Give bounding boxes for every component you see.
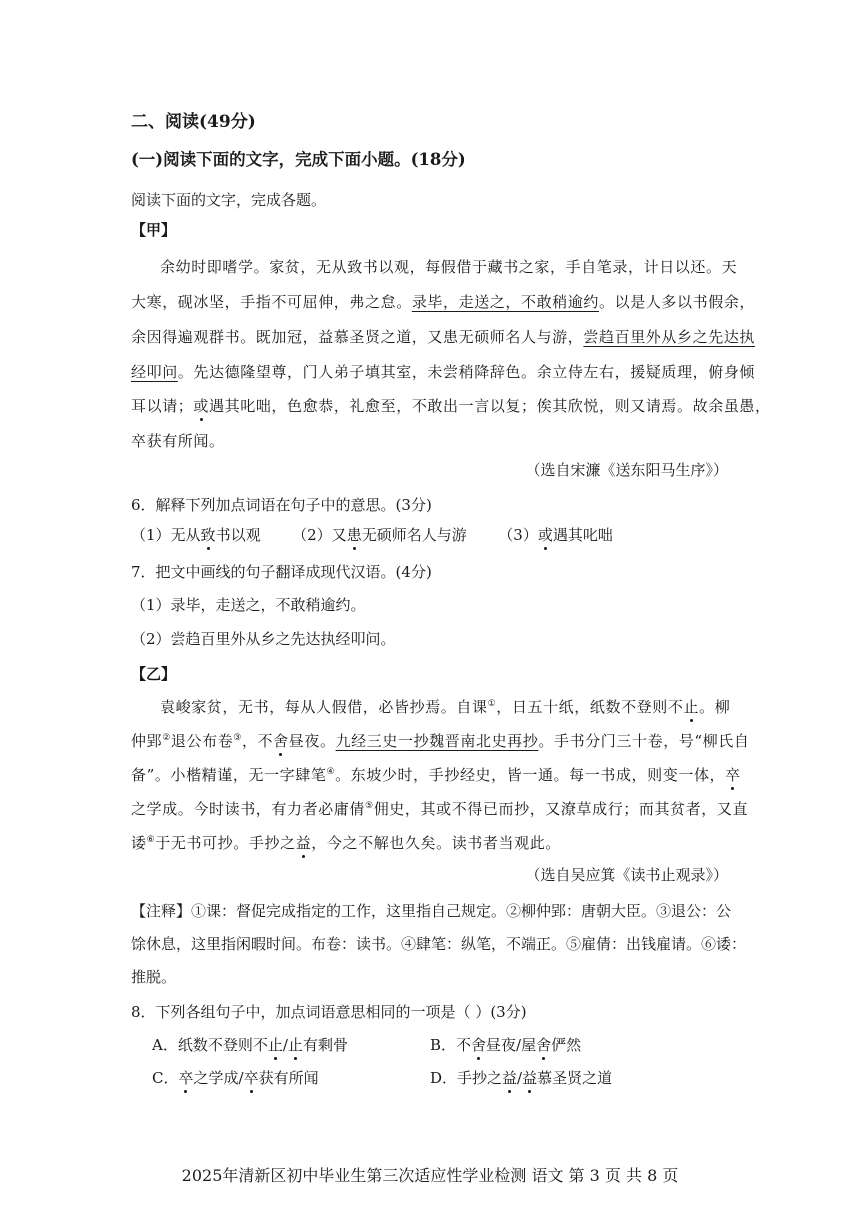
- underlined-sentence: 尝趋百里外从乡之先达执: [583, 328, 756, 346]
- dotted-word: 卒: [725, 766, 741, 784]
- dotted-word: 止: [267, 1036, 283, 1054]
- notes-line: 推脱。: [131, 968, 177, 986]
- dotted-word: 止: [287, 1036, 303, 1054]
- dotted-word: 卒: [178, 1069, 194, 1087]
- question-7-stem: 7．把文中画线的句子翻译成现代汉语。(4分): [131, 563, 432, 581]
- dotted-word: 舍: [471, 1036, 487, 1054]
- passage-yi-line: 仲郢②退公布卷③，不舍昼夜。九经三史一抄魏晋南北史再抄。手书分门三十卷，号“柳氏自: [131, 732, 750, 750]
- page-footer: 2025年清新区初中毕业生第三次适应性学业检测 语文 第 3 页 共 8 页: [181, 1166, 679, 1185]
- option-a: A．纸数不登则不止/止有剩骨: [152, 1036, 348, 1054]
- passage-jia-line: 大寒，砚冰坚，手指不可屈伸，弗之怠。录毕，走送之，不敢稍逾约。以是人多以书假余，: [131, 293, 756, 311]
- notes-line: 馀休息，这里指闲暇时间。布卷：读书。④肆笔：纵笔，不端正。⑤雇倩：出钱雇请。⑥诿：: [131, 935, 747, 953]
- dotted-word: 舍: [536, 1036, 552, 1054]
- option-b: B．不舍昼夜/屋舍俨然: [430, 1036, 582, 1054]
- passage-jia-line: 余幼时即嗜学。家贫，无从致书以观，每假借于藏书之家，手自笔录，计日以还。天: [160, 258, 738, 276]
- dotted-word: 或: [193, 397, 210, 415]
- notes-line: 【注释】①课：督促完成指定的工作，这里指自己规定。②柳仲郢：唐朝大臣。③退公：公: [131, 902, 732, 920]
- passage-yi-line: 诿⑥于无书可抄。手抄之益，今之不解也久矣。读书者当观此。: [131, 834, 561, 852]
- underlined-sentence: 经叩问: [131, 363, 178, 381]
- dotted-word: 益: [502, 1069, 518, 1087]
- question-7-sentence: （2）尝趋百里外从乡之先达执经叩问。: [131, 630, 396, 648]
- option-d: D．手抄之益/益慕圣贤之道: [430, 1069, 613, 1087]
- passage-yi-line: 备”。小楷精谨，无一字肆笔④。东坡少时，手抄经史，皆一通。每一书成，则变一体，卒: [131, 766, 741, 784]
- question-6-items: （1）无从致书以观 （2）又患无硕师名人与游 （3）或遇其叱咄: [131, 526, 613, 544]
- passage-jia-line: 经叩问。先达德隆望尊，门人弟子填其室，未尝稍降辞色。余立侍左右，援疑质理，俯身倾: [131, 363, 756, 381]
- dotted-word: 益: [522, 1069, 538, 1087]
- source-citation: （选自宋濂《送东阳马生序》）: [525, 461, 728, 479]
- passage-jia-line: 余因得遍观群书。既加冠，益慕圣贤之道，又患无硕师名人与游，尝趋百里外从乡之先达执: [131, 328, 756, 346]
- passage-jia-label: 【甲】: [131, 221, 177, 239]
- dotted-word: 益: [295, 834, 312, 852]
- question-8-stem: 8．下列各组句子中，加点词语意思相同的一项是（ ）(3分): [131, 1003, 527, 1021]
- dotted-word: 卒: [243, 1069, 259, 1087]
- section-heading: 二、阅读(49分): [131, 112, 256, 132]
- question-7-sentence: （1）录毕，走送之，不敢稍逾约。: [131, 596, 366, 614]
- dotted-word: 止: [683, 698, 700, 716]
- instruction: 阅读下面的文字，完成各题。: [131, 191, 327, 209]
- dotted-word: 或: [537, 526, 553, 544]
- dotted-word: 舍: [273, 732, 289, 750]
- passage-jia-line: 耳以请；或遇其叱咄，色愈恭，礼愈至，不敢出一言以复；俟其欣悦，则又请焉。故余虽愚，: [131, 397, 771, 415]
- dotted-word: 患: [346, 526, 362, 544]
- underlined-sentence: 录毕，走送之，不敢稍逾约: [411, 293, 600, 311]
- passage-jia-line: 卒获有所闻。: [131, 432, 225, 450]
- passage-yi-label: 【乙】: [131, 665, 177, 683]
- option-c: C．卒之学成/卒获有所闻: [152, 1069, 319, 1087]
- dotted-word: 致: [200, 526, 216, 544]
- passage-yi-line: 袁峻家贫，无书，每从人假借，必皆抄焉。自课①，日五十纸，纸数不登则不止。柳: [160, 698, 731, 716]
- underlined-sentence: 九经三史一抄魏晋南北史再抄: [335, 732, 539, 750]
- source-citation: （选自吴应箕《读书止观录》）: [525, 866, 728, 884]
- subsection-heading: (一)阅读下面的文字，完成下面小题。(18分): [131, 150, 466, 169]
- passage-yi-line: 之学成。今时读书，有力者必庸倩⑤佣史，其或不得已而抄，又潦草成行；而其贫者，又直: [131, 800, 749, 818]
- question-6-stem: 6．解释下列加点词语在句子中的意思。(3分): [131, 496, 432, 514]
